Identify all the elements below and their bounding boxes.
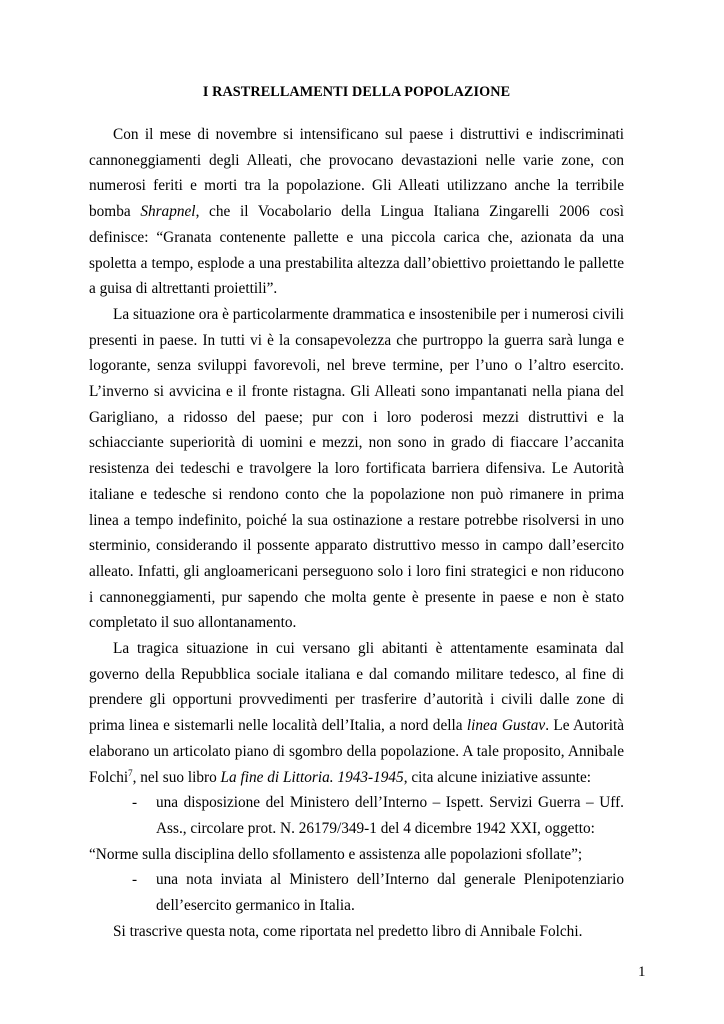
list-item-text: una nota inviata al Ministero dell’Interno dal generale Plenipotenziario dell’esercito germanico in Italia. [156, 871, 624, 915]
paragraph-2: La situazione ora è particolarmente drammatica e insostenibile per i numerosi civili presenti in paese. In tutti vi è la consapevolezza che purtroppo la guerra sarà lunga e logorante, senza sviluppi favorevoli, nel breve termine, per l’uno o l’altro esercito. L’inverno si avvicina e il fronte ristagna. Gli Alleati sono impantanati nella piana del Garigliano, a ridosso del paese; pur con i loro poderosi mezzi distruttivi e la schiacciante superiorità di uomini e mezzi, non sono in grado di fiaccare l’accanita resistenza dei tedeschi e travolgere la loro fortificata barriera difensiva. Le Autorità italiane e tedesche si rendono conto che la popolazione non può rimanere in prima linea a tempo indefinito, poiché la sua ostinazione a restare potrebbe risolversi in uno sterminio, considerando il possente apparato distruttivo messo in campo dall’esercito alleato. Infatti, gli angloamericani perseguono solo i loro fini strategici e non riducono i cannoneggiamenti, pur sapendo che molta gente è presente in paese e non è stato completato il suo allontanamento. [89, 305, 624, 632]
paragraph-3-text-d: , cita alcune iniziative assunte: [403, 768, 592, 786]
list-item-text: una disposizione del Ministero dell’Interno – Ispett. Servizi Guerra – Uff. Ass., circolare prot. N. 26179/349-1 del 4 dicembre 1942 XXI, oggetto: [156, 794, 624, 837]
list-item [89, 790, 624, 841]
paragraph-1-italic-term: Shrapnel [140, 203, 196, 221]
paragraph-3-italic-linea: linea Gustav [466, 717, 546, 735]
footnote-marker[interactable]: 7 [128, 767, 133, 778]
list-item [89, 867, 624, 918]
list-dash: - [132, 871, 138, 889]
document-title: I RASTRELLAMENTI DELLA POPOLAZIONE [202, 84, 511, 100]
document-page [89, 82, 624, 945]
paragraph-3 [89, 636, 624, 790]
paragraph-1-text-b: , che il Vocabolario della Lingua Italiana Zingarelli 2006 così definisce: “Granata contenente pallette e una piccola carica che, azionata da una spoletta a tempo, esplode a una prestabilita altezza dall’obiettivo proiettando le pallette a guisa di altrettanti proiettili”. [89, 203, 624, 298]
page-number: 1 [638, 964, 646, 980]
list-dash: - [132, 794, 138, 812]
paragraph-3-italic-book: La fine di Littoria. 1943-1945 [220, 768, 404, 786]
closing-paragraph: Si trascrive questa nota, come riportata nel predetto libro di Annibale Folchi. [113, 922, 583, 940]
paragraph-1 [89, 122, 624, 302]
paragraph-1-text-a: Con il mese di novembre si intensificano sul paese i distruttivi e indiscriminati cannoneggiamenti degli Alleati, che provocano devastazioni nelle varie zone, con numerosi feriti e morti tra la popolazione. Gli Alleati utilizzano anche la terribile bomba [89, 126, 624, 221]
paragraph-3-text-c: , nel suo libro [132, 768, 221, 786]
paragraph-3-text-a: La tragica situazione in cui versano gli abitanti è attentamente esaminata dal governo della Repubblica sociale italiana e dal comando militare tedesco, al fine di prendere gli opportuni provvedimenti per trasferire d’autorità i civili dalle zone di prima linea e sistemarli nelle località dell’Italia, a nord della [89, 640, 624, 735]
paragraph-3-text-b: . Le Autorità elaborano un articolato piano di sgombro della popolazione. A tale proposito, Annibale Folchi [89, 717, 625, 786]
quoted-subject-line: “Norme sulla disciplina dello sfollamento e assistenza alle popolazioni sfollate”; [89, 845, 583, 863]
